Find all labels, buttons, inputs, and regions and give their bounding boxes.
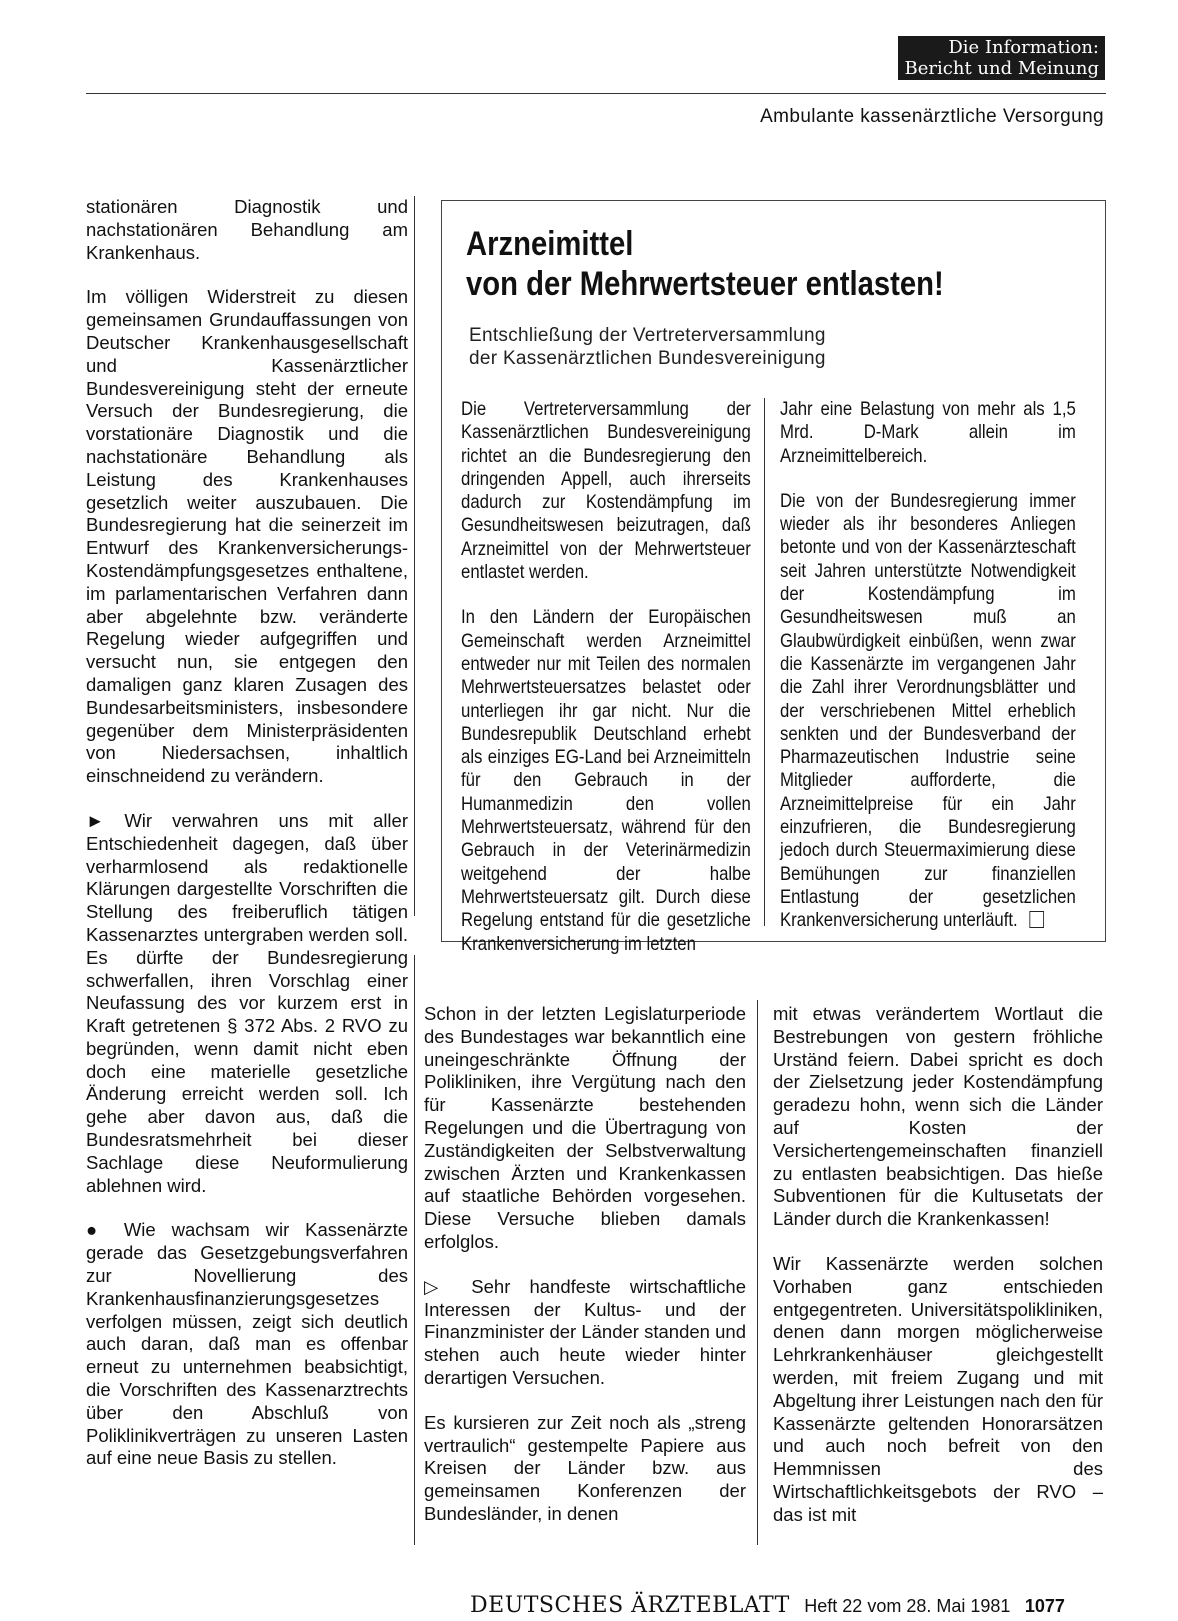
page-number: 1077 [1024, 1596, 1065, 1616]
badge-line-1: Die Information: [948, 37, 1099, 58]
right-paragraph-2: Wir Kassenärzte werden solchen Vorhaben ganz entschieden entgegentreten. Universitätspolikliniken, denen dann morgen möglicherweise Lehrkrankenhäuser gleichgestellt werden, mit freiem Zugang und mit Abgeltung ihrer Leistungen nach den für Kassenärzte geltenden Honorarsätzen und auch noch befreit von den Hemmnissen des Wirtschaftlichkeitsgebots der RVO – das ist mit [773, 1252, 1103, 1525]
box-col2-paragraph-2-wrap [780, 490, 1076, 933]
column-divider-right-bottom [757, 1000, 758, 1545]
box-column-1 [461, 398, 751, 978]
left-paragraph-3: ► Wir verwahren uns mit aller Entschiedenheit dagegen, daß über verharmlosend als redaktionelle Klärungen dargestellte Vorschriften die Stellung des freiberuflich tätigen Kassenarztes untergraben werden soll. Es dürfte der Bundesregierung schwerfallen, ihren Vorschlag einer Neufassung des vor kurzem erst in Kraft getretenen § 372 Abs. 2 RVO zu begründen, wenn damit nicht eben doch eine materielle gesetzliche Änderung erreicht werden soll. Ich gehe aber davon aus, daß die Bundesratsmehrheit bei dieser Sachlage diese Neuformulierung ablehnen wird. [86, 809, 408, 1196]
box-headline-line-1: Arzneimittel [466, 225, 634, 263]
box-column-divider [764, 398, 765, 926]
section-title: Ambulante kassenärztliche Versorgung [760, 106, 1104, 127]
left-paragraph-1: stationären Diagnostik und nachstationären Behandlung am Krankenhaus. [86, 196, 408, 263]
box-headline [466, 224, 999, 304]
issue-info: Heft 22 vom 28. Mai 1981 [804, 1596, 1011, 1616]
end-mark-square-icon [1030, 911, 1045, 928]
column-divider-left-bottom [414, 955, 415, 1545]
box-col1-paragraph-1: Die Vertreterversammlung der Kassenärztlichen Bundesvereinigung richtet an die Bundesregierung den dringenden Appell, auch ihrerseits dadurch zur Kostendämpfung im Gesundheitswesen beizutragen, daß Arzneimittel von der Mehrwertsteuer entlastet werden. [461, 398, 751, 584]
box-subtitle-line-2: der Kassenärztlichen Bundesvereinigung [469, 348, 826, 369]
section-badge [898, 36, 1105, 80]
box-column-2 [780, 398, 1076, 955]
left-column [86, 196, 408, 1492]
header-rule [86, 93, 1106, 94]
box-headline-line-2: von der Mehrwertsteuer entlasten! [466, 265, 944, 303]
middle-column [424, 1003, 746, 1548]
page-footer [470, 1593, 1065, 1618]
middle-paragraph-2: ▷ Sehr handfeste wirtschaftliche Interessen der Kultus- und der Finanzminister der Länder standen und stehen auch heute wieder hinter derartigen Versuchen. [424, 1275, 746, 1388]
left-paragraph-2: Im völligen Widerstreit zu diesen gemeinsamen Grundauffassungen von Deutscher Krankenhausgesellschaft und Kassenärztlicher Bundesvereinigung steht der erneute Versuch der Bundesregierung, die vorstationäre Diagnostik und die nachstationäre Behandlung als Leistung des Krankenhauses gesetzlich weiter auszubauen. Die Bundesregierung hat die seinerzeit im Entwurf des Krankenversicherungs-Kostendämpfungsgesetzes enthaltene, im parlamentarischen Verfahren dann aber abgelehnte bzw. veränderte Regelung wieder aufgegriffen und versucht nun, sie entgegen den damaligen ganz klaren Zusagen des Bundesarbeitsministers, insbesondere gegenüber dem Ministerpräsidenten von Niedersachsen, inhaltlich einschneidend zu verändern. [86, 286, 408, 787]
column-divider-left-top [414, 196, 415, 916]
box-col2-paragraph-2: Die von der Bundesregierung immer wieder als ihr besonderes Anliegen betonte und von der Kassenärzteschaft seit Jahren unterstützte Notwendigkeit der Kostendämpfung im Gesundheitswesen muß an Glaubwürdigkeit einbüßen, wenn zwar die Kassenärzte im vergangenen Jahr die Zahl ihrer Verordnungsblätter und der verschriebenen Mittel erheblich senkten und der Bundesverband der Pharmazeutischen Industrie seine Mitglieder aufforderte, die Arzneimittelpreise für ein Jahr einzufrieren, die Bundesregierung jedoch durch Steuermaximierung diese Bemühungen zur finanziellen Entlastung der gesetzlichen Krankenversicherung unterläuft. [780, 489, 1076, 932]
box-subtitle [469, 324, 1069, 370]
middle-paragraph-1: Schon in der letzten Legislaturperiode des Bundestages war bekanntlich eine uneingeschränkte Öffnung der Polikliniken, ihre Vergütung nach den für Kassenärzte bestehenden Regelungen und die Übertragung von Zuständigkeiten der Selbstverwaltung zwischen Ärzten und Krankenkassen auf staatliche Behörden vorgesehen. Diese Versuche blieben damals erfolglos. [424, 1003, 746, 1252]
box-col1-paragraph-2: In den Ländern der Europäischen Gemeinschaft werden Arzneimittel entweder nur mit Teilen des normalen Mehrwertsteuersatzes belastet oder unterliegen ihr gar nicht. Nur die Bundesrepublik Deutschland erhebt als einziges EG-Land bei Arzneimitteln für den Gebrauch in der Humanmedizin den vollen Mehrwertsteuersatz, während für den Gebrauch in der Veterinärmedizin weitgehend der halbe Mehrwertsteuersatz gilt. Durch diese Regelung entstand für die gesetzliche Krankenversicherung im letzten [461, 606, 751, 955]
box-col2-paragraph-1: Jahr eine Belastung von mehr als 1,5 Mrd. D-Mark allein im Arzneimittelbereich. [780, 398, 1076, 467]
journal-name: DEUTSCHES ÄRZTEBLATT [470, 1593, 790, 1618]
middle-paragraph-3: Es kursieren zur Zeit noch als „streng vertraulich“ gestempelte Papiere aus Kreisen der Länder bzw. aus gemeinsamen Konferenzen der Bundesländer, in denen [424, 1411, 746, 1524]
badge-line-2: Bericht und Meinung [904, 58, 1099, 79]
box-subtitle-line-1: Entschließung der Vertreterversammlung [469, 325, 826, 346]
right-paragraph-1: mit etwas verändertem Wortlaut die Bestrebungen von gestern fröhliche Urständ feiern. Dabei spricht es doch der Zielsetzung jeder Kostendämpfung geradezu hohn, wenn sich die Länder auf Kosten der Versichertengemeinschaften finanziell zu entlasten beabsichtigen. Das hieße Subventionen für die Kultusetats der Länder durch die Krankenkassen! [773, 1003, 1103, 1230]
left-paragraph-4: ● Wie wachsam wir Kassenärzte gerade das Gesetzgebungsverfahren zur Novellierung des Krankenhausfinanzierungsgesetzes verfolgen müssen, zeigt sich deutlich auch daran, daß man es offenbar erneut zu unternehmen beabsichtigt, die Vorschriften des Kassenarztrechts über den Abschluß von Poliklinikverträgen zu unseren Lasten auf eine neue Basis zu stellen. [86, 1219, 408, 1469]
right-column [773, 1003, 1103, 1549]
